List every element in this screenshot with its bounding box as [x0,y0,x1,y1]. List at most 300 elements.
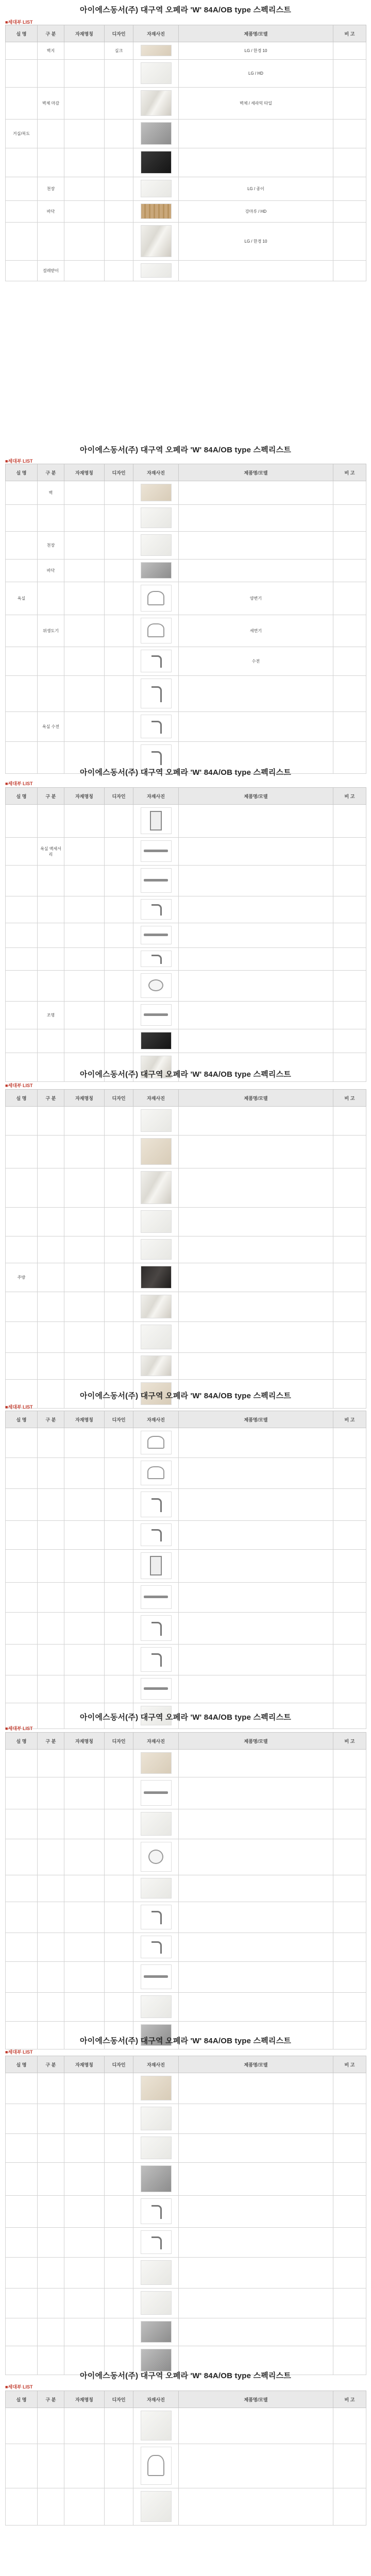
column-header: 제품명/모델 [179,1733,333,1750]
design-cell [105,1029,133,1053]
remark-cell [333,1292,366,1322]
table-row [6,676,366,712]
remark-cell [333,2196,366,2228]
model-cell [179,838,333,866]
material-photo [141,2137,172,2159]
design-cell [105,2134,133,2163]
table-row [6,1962,366,1993]
room-cell [6,2258,38,2289]
material-photo [141,973,172,998]
material-photo [141,2491,172,2522]
model-cell: 세면기 [179,615,333,647]
material-photo [141,1355,172,1376]
material-photo [141,1295,172,1318]
item-cell [64,1263,105,1292]
column-header: 실 명 [6,1090,38,1107]
table-row [6,923,366,948]
remark-cell [333,805,366,838]
design-cell [105,615,133,647]
photo-cell [133,2196,179,2228]
remark-cell [333,1583,366,1613]
column-header: 자재명칭 [64,1090,105,1107]
table-row [6,838,366,866]
design-cell [105,1322,133,1353]
material-photo [141,225,172,257]
room-cell [6,615,38,647]
material-photo [141,1032,172,1049]
group-cell [38,60,64,88]
section-tag: ■세대부 LIST [5,1083,33,1088]
design-cell [105,1458,133,1489]
remark-cell [333,560,366,582]
item-cell [64,532,105,560]
group-cell [38,1809,64,1839]
design-cell [105,1136,133,1168]
model-cell [179,1839,333,1875]
design-cell [105,1777,133,1809]
material-photo [141,151,172,174]
column-header: 비 고 [333,788,366,805]
group-cell [38,896,64,923]
model-cell [179,2318,333,2346]
group-cell [38,1875,64,1902]
material-photo [141,1492,172,1517]
material-photo [141,618,172,643]
item-cell [64,2228,105,2258]
photo-cell [133,42,179,60]
model-cell [179,712,333,742]
table-row [6,481,366,505]
table-row [6,223,366,261]
spec-table [5,1411,366,1729]
photo-cell [133,1993,179,2022]
material-photo [141,1552,172,1579]
material-photo [141,1004,172,1026]
photo-cell [133,1208,179,1236]
item-cell [64,712,105,742]
model-cell [179,1136,333,1168]
remark-cell [333,223,366,261]
remark-cell [333,582,366,615]
photo-cell [133,1613,179,1645]
photo-cell [133,615,179,647]
room-cell [6,1962,38,1993]
column-header: 비 고 [333,25,366,42]
column-header: 제품명/모델 [179,25,333,42]
remark-cell [333,2318,366,2346]
column-header: 디자인 [105,1411,133,1428]
group-cell: 바닥 [38,201,64,223]
table-row [6,971,366,1002]
doc-title: 아이에스동서(주) 대구역 오페라 'W' 84A/OB type 스펙리스트 [80,2371,291,2380]
room-cell [6,177,38,201]
column-header: 자재명칭 [64,1411,105,1428]
material-photo [141,840,172,862]
room-cell [6,1993,38,2022]
model-cell [179,1993,333,2022]
design-cell [105,2408,133,2444]
item-cell [64,1583,105,1613]
column-header: 실 명 [6,1733,38,1750]
table-row [6,866,366,896]
material-photo [141,507,172,528]
model-cell [179,1292,333,1322]
material-photo [141,45,172,56]
room-cell [6,2488,38,2526]
group-cell: 벽지 [38,42,64,60]
design-cell [105,1263,133,1292]
table-row [6,1809,366,1839]
design-cell [105,88,133,120]
model-cell [179,1613,333,1645]
material-photo [141,1431,172,1454]
photo-cell [133,676,179,712]
design-cell [105,505,133,532]
doc-title: 아이에스동서(주) 대구역 오페라 'W' 84A/OB type 스펙리스트 [80,6,291,14]
table-row [6,2134,366,2163]
material-photo [141,1325,172,1349]
remark-cell [333,532,366,560]
room-cell [6,42,38,60]
table-row [6,148,366,177]
item-cell [64,1208,105,1236]
column-header: 구 분 [38,1090,64,1107]
material-photo [141,585,172,612]
table-row [6,2258,366,2289]
item-cell [64,1107,105,1136]
room-cell [6,1521,38,1550]
material-photo [141,2198,172,2224]
room-cell [6,148,38,177]
remark-cell [333,647,366,676]
model-cell [179,1458,333,1489]
column-header: 비 고 [333,1411,366,1428]
spec-table [5,464,366,774]
group-cell [38,148,64,177]
item-cell [64,1353,105,1380]
table-row [6,2289,366,2318]
table-header-row [6,788,366,805]
column-header: 비 고 [333,2056,366,2073]
photo-cell [133,2258,179,2289]
group-cell [38,1292,64,1322]
design-cell [105,1645,133,1675]
column-header: 제품명/모델 [179,1411,333,1428]
model-cell [179,1645,333,1675]
design-cell [105,1292,133,1322]
item-cell [64,60,105,88]
design-cell [105,560,133,582]
column-header: 디자인 [105,2056,133,2073]
room-cell [6,923,38,948]
model-cell [179,1428,333,1458]
material-photo [141,1842,172,1872]
material-photo [141,1647,172,1672]
group-cell: 벽 [38,481,64,505]
group-cell: 천장 [38,177,64,201]
item-cell [64,1839,105,1875]
photo-cell [133,866,179,896]
design-cell [105,948,133,971]
model-cell [179,2408,333,2444]
column-header: 실 명 [6,1411,38,1428]
table-row [6,1839,366,1875]
room-cell [6,1839,38,1875]
section-tag: ■세대부 LIST [5,459,33,464]
item-cell [64,2488,105,2526]
material-photo [141,868,172,893]
doc-title: 아이에스동서(주) 대구역 오페라 'W' 84A/OB type 스펙리스트 [80,2037,291,2045]
group-cell [38,1777,64,1809]
remark-cell [333,261,366,281]
table-row [6,261,366,281]
photo-cell [133,2163,179,2196]
photo-cell [133,1236,179,1263]
model-cell [179,1107,333,1136]
model-cell [179,1962,333,1993]
remark-cell [333,1902,366,1933]
remark-cell [333,1777,366,1809]
room-cell [6,201,38,223]
item-cell [64,948,105,971]
design-cell [105,712,133,742]
design-cell [105,1993,133,2022]
item-cell [64,2444,105,2488]
material-photo [141,1780,172,1806]
item-cell [64,2258,105,2289]
model-cell: 벽체 / 세라믹 타일 [179,88,333,120]
material-photo [141,2411,172,2441]
photo-cell [133,2228,179,2258]
table-row [6,560,366,582]
room-cell [6,896,38,923]
column-header: 자재사진 [133,1733,179,1750]
doc-title: 아이에스동서(주) 대구역 오페라 'W' 84A/OB type 스펙리스트 [80,768,291,777]
material-photo [141,62,172,84]
group-cell [38,2163,64,2196]
model-cell [179,2163,333,2196]
room-cell: 욕실 [6,582,38,615]
model-cell: LG / 한경 10 [179,223,333,261]
remark-cell [333,866,366,896]
table-row [6,201,366,223]
remark-cell [333,481,366,505]
group-cell [38,2289,64,2318]
design-cell [105,177,133,201]
table-row [6,2408,366,2444]
material-photo [141,1239,172,1260]
design-cell [105,223,133,261]
table-row [6,647,366,676]
column-header: 구 분 [38,2056,64,2073]
item-cell [64,177,105,201]
room-cell [6,2163,38,2196]
remark-cell [333,2134,366,2163]
room-cell [6,1809,38,1839]
material-photo [141,2165,172,2192]
model-cell [179,1675,333,1703]
item-cell [64,1292,105,1322]
material-photo [141,2107,172,2130]
design-cell [105,2073,133,2104]
remark-cell [333,676,366,712]
material-photo [141,204,172,219]
design-cell [105,1353,133,1380]
column-header: 제품명/모델 [179,464,333,481]
column-header: 비 고 [333,1090,366,1107]
remark-cell [333,2104,366,2134]
photo-cell [133,1550,179,1583]
item-cell [64,120,105,148]
photo-cell [133,1353,179,1380]
design-cell [105,1208,133,1236]
section-tag: ■세대부 LIST [5,1726,33,1731]
item-cell [64,1875,105,1902]
group-cell [38,1933,64,1962]
room-cell [6,1458,38,1489]
material-photo [141,180,172,197]
section-tag: ■세대부 LIST [5,781,33,786]
group-cell: 조명 [38,1002,64,1029]
group-cell [38,1322,64,1353]
item-cell [64,923,105,948]
design-cell [105,2196,133,2228]
photo-cell [133,838,179,866]
model-cell [179,1933,333,1962]
photo-cell [133,560,179,582]
table-row [6,120,366,148]
column-header: 제품명/모델 [179,2056,333,2073]
photo-cell [133,1322,179,1353]
table-row [6,1107,366,1136]
model-cell [179,2228,333,2258]
column-header: 구 분 [38,1733,64,1750]
model-cell [179,2196,333,2228]
remark-cell [333,1933,366,1962]
group-cell [38,1353,64,1380]
group-cell [38,2258,64,2289]
group-cell [38,2073,64,2104]
room-cell: 주방 [6,1263,38,1292]
design-cell [105,923,133,948]
remark-cell [333,2163,366,2196]
remark-cell [333,2488,366,2526]
material-photo [141,1878,172,1899]
material-photo [141,715,172,738]
material-photo [141,1964,172,1989]
column-header: 자재명칭 [64,25,105,42]
item-cell [64,2073,105,2104]
group-cell [38,1962,64,1993]
photo-cell [133,1489,179,1521]
room-cell [6,1322,38,1353]
column-header: 자재사진 [133,788,179,805]
item-cell [64,201,105,223]
remark-cell [333,896,366,923]
design-cell [105,1902,133,1933]
photo-cell [133,1107,179,1136]
photo-cell [133,647,179,676]
room-cell [6,1002,38,1029]
photo-cell [133,2289,179,2318]
remark-cell [333,1489,366,1521]
model-cell [179,2104,333,2134]
column-header: 자재명칭 [64,788,105,805]
room-cell [6,712,38,742]
item-cell [64,88,105,120]
room-cell [6,1208,38,1236]
group-cell [38,1107,64,1136]
design-cell [105,1839,133,1875]
room-cell [6,1029,38,1053]
remark-cell [333,2444,366,2488]
table-row [6,2163,366,2196]
room-cell [6,2073,38,2104]
table-row [6,1208,366,1236]
design-cell [105,2488,133,2526]
column-header: 구 분 [38,788,64,805]
table-row [6,1675,366,1703]
design-cell [105,201,133,223]
column-header: 제품명/모델 [179,1090,333,1107]
photo-cell [133,1777,179,1809]
group-cell [38,647,64,676]
photo-cell [133,2073,179,2104]
material-photo [141,2230,172,2254]
room-cell [6,971,38,1002]
item-cell [64,1613,105,1645]
table-row [6,1136,366,1168]
room-cell [6,261,38,281]
table-row [6,1875,366,1902]
spec-table [5,1089,366,1409]
photo-cell [133,2318,179,2346]
table-row [6,88,366,120]
table-row [6,1550,366,1583]
design-cell [105,1107,133,1136]
remark-cell [333,2289,366,2318]
photo-cell [133,1583,179,1613]
table-row [6,1263,366,1292]
column-header: 비 고 [333,1733,366,1750]
group-cell [38,1645,64,1675]
item-cell [64,1458,105,1489]
table-row [6,896,366,923]
table-header-row [6,1733,366,1750]
item-cell [64,2134,105,2163]
model-cell: 양변기 [179,582,333,615]
model-cell: LG / 종이 [179,177,333,201]
model-cell [179,120,333,148]
table-row [6,948,366,971]
group-cell [38,2134,64,2163]
photo-cell [133,1675,179,1703]
item-cell [64,971,105,1002]
table-row [6,177,366,201]
model-cell [179,148,333,177]
model-cell [179,2134,333,2163]
item-cell [64,2163,105,2196]
model-cell [179,1489,333,1521]
table-header-row [6,1090,366,1107]
spec-table [5,2391,366,2526]
group-cell [38,1583,64,1613]
material-photo [141,1995,172,2018]
table-row [6,1902,366,1933]
photo-cell [133,2408,179,2444]
material-photo [141,1905,172,1929]
material-photo [141,2321,172,2343]
